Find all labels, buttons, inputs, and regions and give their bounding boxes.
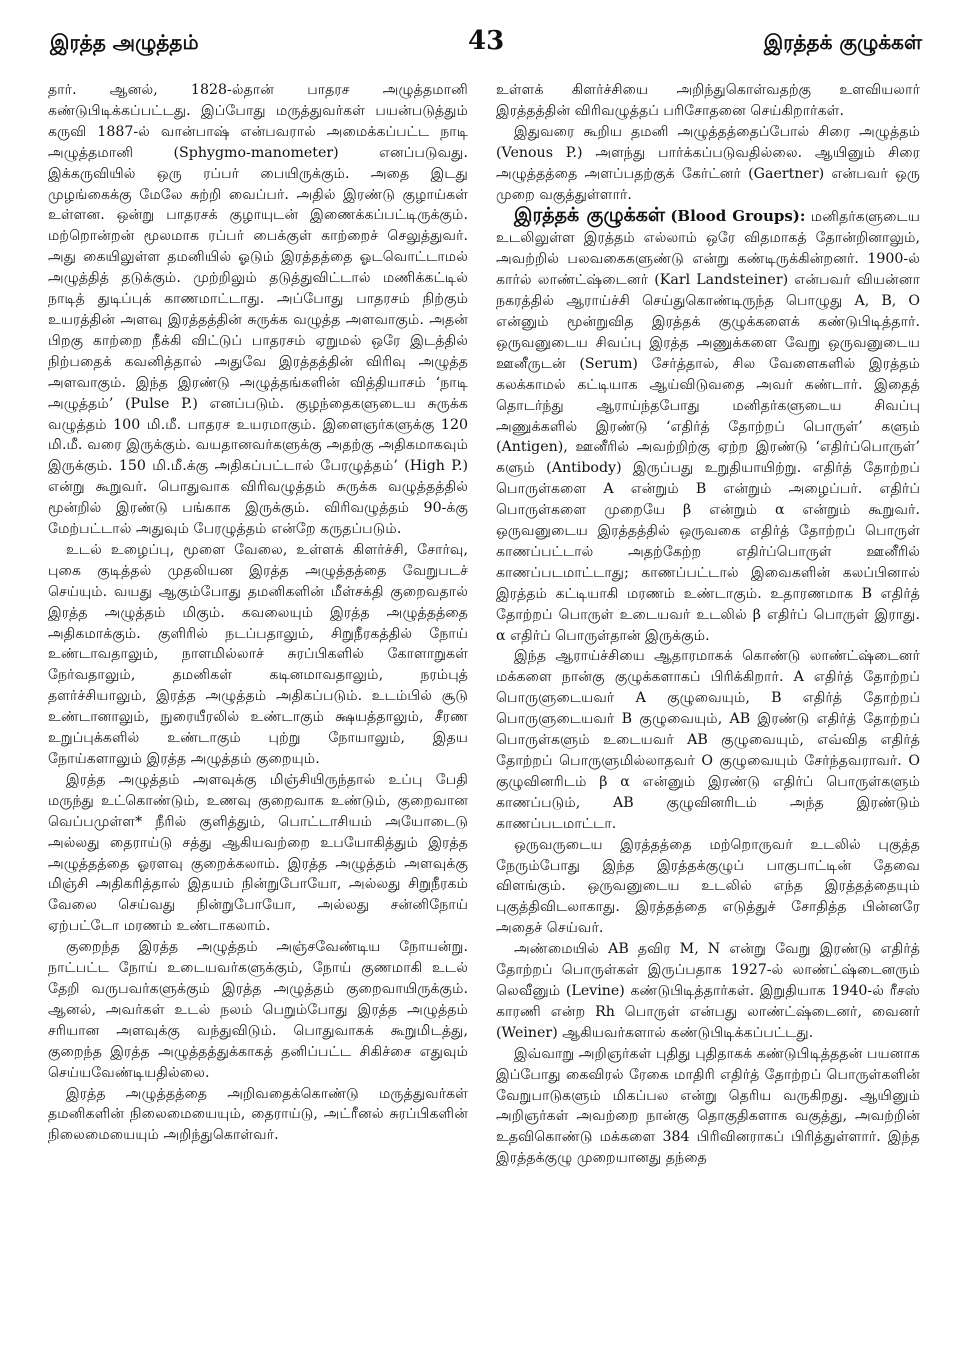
left-paragraph: இரத்த அழுத்தத்தை அறிவதைக்கொண்டு மருத்துவர்கள் தமனிகளின் நிலைமையையும், தைராய்டு, அட்ரீனல் சுரப்பிகளின் நிலைமையையும் அறிந்துகொள்வர். <box>48 1085 468 1144</box>
left-paragraph: உடல் உழைப்பு, மூளை வேலை, உள்ளக் கிளர்ச்சி, சோர்வு, புகை குடித்தல் முதலியன இரத்த அழுத்தத்தை வேறுபடச் செய்யும். வயது ஆகும்போது தமனிகளின் மீள்சக்தி குறைவதால் இரத்த அழுத்தம் மிகும். கவலையும் இரத்த அழுத்தத்தை அதிகமாக்கும். குளிரில் நடப்பதாலும், சிறுநீரகத்தில் நோய் உண்டாவதாலும், நாளமில்லாச் சுரப்பிகளில் கோளாறுகள் நேர்வதாலும், தமனிகள் கடினமாவதாலும், நரம்புத் தளர்ச்சியாலும், இரத்த அழுத்தம் அதிகப்படும். உடம்பில் சூடு உண்டானாலும், நுரையீரலில் உண்டாகும் க்ஷயத்தாலும், சீரண உறுப்புக்களில் உண்டாகும் புற்று நோயாலும், இதய நோய்களாலும் இரத்த அழுத்தம் குறையும். <box>48 541 468 767</box>
left-paragraph: தார். ஆனல், 1828-ல்தான் பாதரச அழுத்தமானி கண்டுபிடிக்கப்பட்டது. இப்போது மருத்துவர்கள் பயன்படுத்தும் கருவி 1887-ல் வான்பாஷ் என்பவரால் அமைக்கப்பட்ட நாடி அழுத்தமானி (Sphygmo-manometer) எனப்படுவது. இக்கருவியில் ஒரு ரப்பர் பையிருக்கும். அதை இடது முழங்கைக்கு மேலே சுற்றி வைப்பர். அதில் இரண்டு குழாய்கள் உள்ளன. ஒன்று பாதரசக் குழாயுடன் இணைக்கப்பட்டிருக்கும். மற்றொன்றன் மூலமாக ரப்பர் பைக்குள் காற்றைச் செலுத்துவர். அது கையிலுள்ள தமனியில் ஓடும் இரத்தத்தை ஓடவொட்டாமல் அழுத்தித் தடுக்கும். முற்றிலும் தடுத்துவிட்டால் மணிக்கட்டில் நாடித் துடிப்புக் காணமாட்டாது. அப்போது பாதரசம் நிற்கும் உயரத்தின் அளவு இரத்தத்தின் சுருக்க வழுத்த அளவாகும். அதன் பிறகு காற்றை நீக்கி விட்டுப் பாதரசம் ஏறுமல் ஒரே இடத்தில் நிற்பதைக் கவனித்தால் அதுவே இரத்தத்தின் விரிவு அழுத்த அளவாகும். இந்த இரண்டு அழுத்தங்களின் வித்தியாசம் ‘நாடி அழுத்தம்’ (Pulse P.) எனப்படும். குழந்தைகளுடைய சுருக்க வழுத்தம் 100 மி.மீ. பாதரச உயரமாகும். இளைஞர்களுக்கு 120 மி.மீ. வரை இருக்கும். வயதானவர்களுக்கு அதற்கு அதிகமாகவும் இருக்கும். 150 மி.மீ.க்கு அதிகப்பட்டால் பேரழுத்தம்’ (High P.) என்று கூறுவர். பொதுவாக விரிவழுத்தம் சுருக்க வழுத்தத்தில் மூன்றில் இரண்டு பங்காக இருக்கும். விரிவழுத்தம் 90-க்கு மேற்பட்டால் அதுவும் பேரழுத்தம் என்றே கருதப்படும். <box>48 82 468 538</box>
right-paragraph: ஒருவருடைய இரத்தத்தை மற்றொருவர் உடலில் புகுத்த நேரும்போது இந்த இரத்தக்குழுப் பாகுபாட்டின் தேவை விளங்கும். ஒருவனுடைய உடலில் எந்த இரத்தத்தையும் புகுத்திவிடலாகாது. இரத்தத்தை எடுத்துச் சோதித்த பின்னரே அதைச் செய்வர். <box>496 836 920 937</box>
right-paragraph: இவ்வாறு அறிஞர்கள் புதிது புதிதாகக் கண்டுபிடித்ததன் பயனாக இப்போது கைவிரல் ரேகை மாதிரி எதிர்த் தோற்றப் பொருள்களின் வேறுபாடுகளும் மிகப்பல என்று தெரிய வருகிறது. ஆயினும் அறிஞர்கள் அவற்றை நான்கு தொகுதிகளாக வகுத்து, அவற்றின் உதவிகொண்டு மக்களை 384 பிரிவினராகப் பிரித்துள்ளார். இந்த இரத்தக்குழு முறையானது தந்தை <box>496 1045 920 1167</box>
right-column <box>496 80 920 1169</box>
left-paragraph: இரத்த அழுத்தம் அளவுக்கு மிஞ்சியிருந்தால் உப்பு பேதி மருந்து உட்கொண்டும், உணவு குறைவாக உண்டும், குறைவான வெப்பமுள்ள* நீரில் குளித்தும், பொட்டாசியம் அயோடைடு அல்லது தைராய்டு சத்து ஆகியவற்றை உபயோகித்தும் இரத்த அழுத்தத்தை ஓரளவு குறைக்கலாம். இரத்த அழுத்தம் அளவுக்கு மிஞ்சி அதிகரித்தால் இதயம் நின்றுபோயோ, அல்லது சிறுநீரகம் வேலை செய்வது நின்றுபோயோ, அல்லது சன்னிநோய் ஏற்பட்டோ மரணம் உண்டாகலாம். <box>48 771 468 935</box>
left-column <box>48 80 468 1146</box>
section-paragraph-first <box>496 205 920 646</box>
section-heading-english: (Blood Groups): <box>670 207 806 226</box>
section-heading-tamil: இரத்தக் குழுக்கள் <box>514 204 666 227</box>
right-paragraph: இந்த ஆராய்ச்சியை ஆதாரமாகக் கொண்டு லாண்ட்ஷ்டைனர் மக்களை நான்கு குழுக்களாகப் பிரிக்கிறார். A எதிர்த் தோற்றப் பொருளுடையவர் A குழுவையும், B எதிர்த் தோற்றப் பொருளுடையவர் B குழுவையும், AB இரண்டு எதிர்த் தோற்றப் பொருள்களும் உடையவர் AB குழுவையும், எவ்வித எதிர்த் தோற்றப் பொருளுமில்லாதவர் O குழுவையும் சேர்ந்தவராவர். O குழுவினரிடம் β α என்னும் இரண்டு எதிர்ப் பொருள்களும் காணப்படும், AB குழுவினரிடம் அந்த இரண்டும் காணப்படமாட்டா. <box>496 648 920 832</box>
section-paragraph-text: மனிதர்களுடைய உடலிலுள்ள இரத்தம் எல்லாம் ஒரே விதமாகத் தோன்றினாலும், அவற்றில் பலவகைகளுண்டு என்று கண்டிருக்கின்றனர். 1900-ல் கார்ல் லாண்ட்ஷ்டைனர் (Karl Landsteiner) என்பவர் வியன்னா நகரத்தில் ஆராய்ச்சி செய்துகொண்டிருந்த பொழுது A, B, O என்னும் மூன்றுவித இரத்தக் குழுக்களைக் கண்டுபிடித்தார். ஒருவனுடைய சிவப்பு இரத்த அணுக்களை வேறு ஒருவனுடைய ஊனீருடன் (Serum) சேர்த்தால், சில வேளைகளில் இரத்தம் கலக்காமல் கட்டியாக ஆய்விடுவதை அவர் கண்டார். இதைத் தொடர்ந்து ஆராய்ந்தபோது மனிதர்களுடைய சிவப்பு அணுக்களில் இரண்டு ‘எதிர்த் தோற்றப் பொருள்’ களும் (Antigen), ஊனீரில் அவற்றிற்கு ஏற்ற இரண்டு ‘எதிர்ப்பொருள்’ களும் (Antibody) இருப்பது உறுதியாயிற்று. எதிர்த் தோற்றப் பொருள்களை A என்றும் B என்றும் அழைப்பர். எதிர்ப் பொருள்களை முறையே β என்றும் α என்றும் கூறுவர். ஒருவனுடைய இரத்தத்தில் ஒருவகை எதிர்த் தோற்றப் பொருள் காணப்பட்டால் அதற்கேற்ற எதிர்ப்பொருள் ஊனீரில் காணப்படமாட்டாது; காணப்பட்டால் இவைகளின் கலப்பினால் இரத்தம் கட்டியாகி மரணம் உண்டாகும். உதாரணமாக B எதிர்த் தோற்றப் பொருள் உடையவர் உடலில் β எதிர்ப் பொருள் இராது. α எதிர்ப் பொருள்தான் இருக்கும். <box>496 209 921 644</box>
running-header-left: இரத்த அழுத்தம் <box>50 30 199 54</box>
right-paragraph: இதுவரை கூறிய தமனி அழுத்தத்தைப்போல் சிரை அழுத்தம் (Venous P.) அளந்து பார்க்கப்படுவதில்லை. ஆயினும் சிரை அழுத்தத்தை அளப்பதற்குக் கேர்ட்னர் (Gaertner) என்பவர் ஒரு முறை வகுத்துள்ளார். <box>496 123 920 203</box>
right-paragraph: உள்ளக் கிளர்ச்சியை அறிந்துகொள்வதற்கு உளவியலார் இரத்தத்தின் விரிவழுத்தப் பரிசோதனை செய்கிறார்கள். <box>496 82 920 119</box>
running-header-right: இரத்தக் குழுக்கள் <box>763 30 922 54</box>
right-paragraph: அண்மையில் AB தவிர M, N என்று வேறு இரண்டு எதிர்த் தோற்றப் பொருள்கள் இருப்பதாக 1927-ல் லாண்ட்ஷ்டைனரும் லெவீனும் (Levine) கண்டுபிடித்தார்கள். இறுதியாக 1940-ல் ரீசஸ் காரணி என்ற Rh பொருள் என்பது லாண்ட்ஷ்டைனர், வைனர் (Weiner) ஆகியவர்களால் கண்டுபிடிக்கப்பட்டது. <box>496 941 920 1041</box>
left-paragraph: குறைந்த இரத்த அழுத்தம் அஞ்சவேண்டிய நோயன்று. நாட்பட்ட நோய் உடையவர்களுக்கும், நோய் குணமாகி உடல் தேறி வருபவர்களுக்கும் இரத்த அழுத்தம் குறைவாயிருக்கும். ஆனல், அவர்கள் உடல் நலம் பெறும்போது இரத்த அழுத்தம் சரியான அளவுக்கு வந்துவிடும். பொதுவாகக் கூறுமிடத்து, குறைந்த இரத்த அழுத்தத்துக்காகத் தனிப்பட்ட சிகிச்சை எதுவும் செய்யவேண்டியதில்லை. <box>48 939 468 1081</box>
page-number: 43 <box>468 26 505 56</box>
